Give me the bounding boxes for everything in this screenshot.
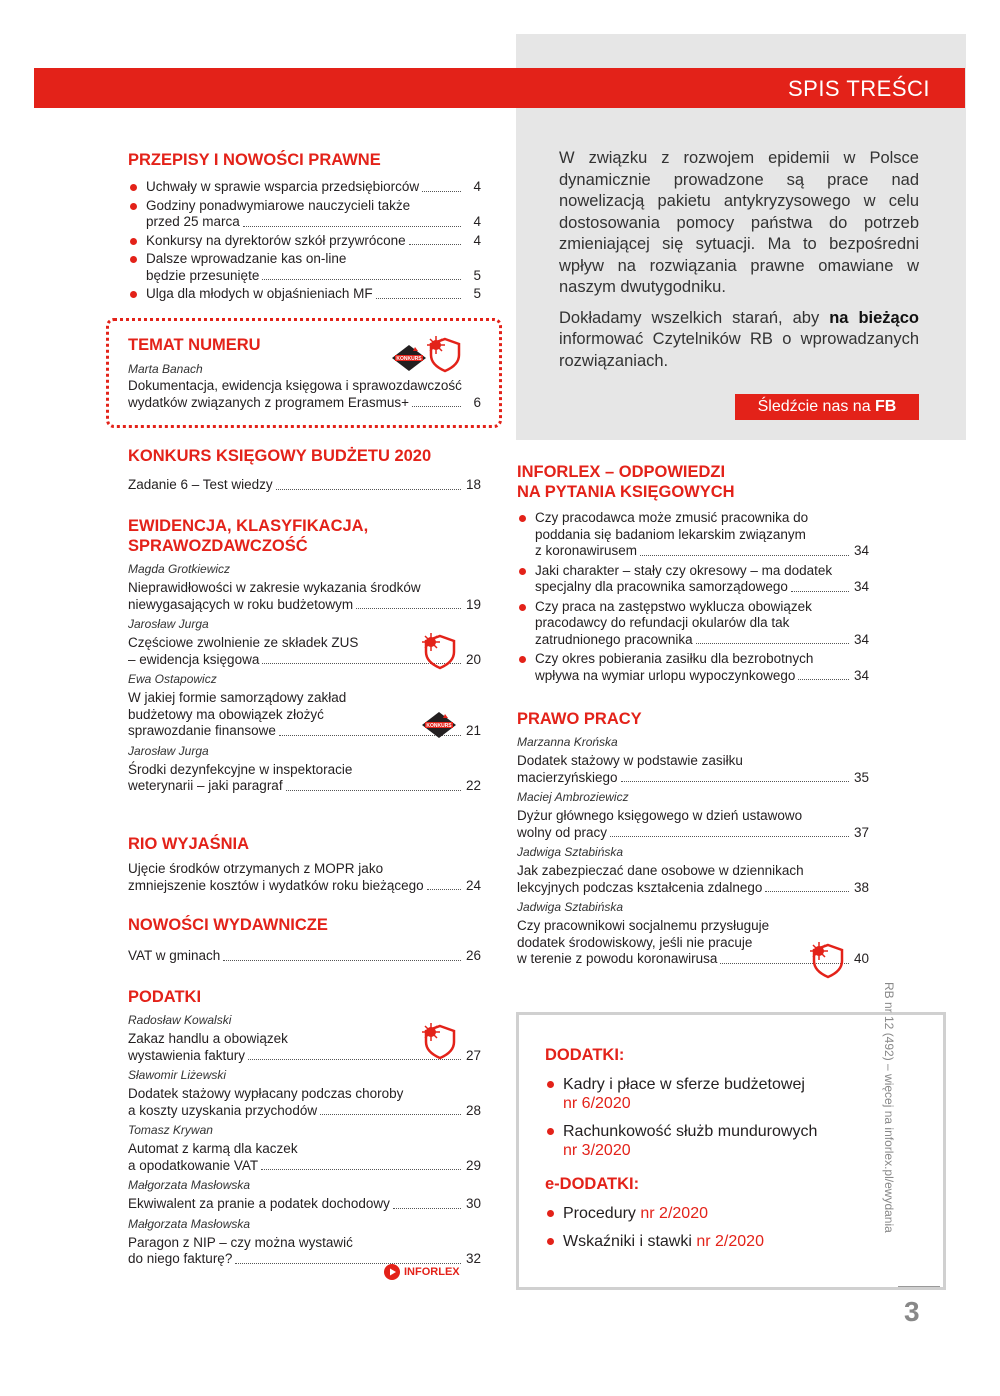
article-author: Jarosław Jurga (128, 743, 209, 758)
intro-paragraph-2: Dokładamy wszelkich starań, aby na bieżąco informować Czytelników RB o wprowadzanych rozwiązaniach. (559, 308, 919, 370)
toc-entry[interactable]: Jaki charakter – stały czy okresowy – ma dodatek specjalny dla pracownika samorządowego 34 (517, 563, 869, 596)
toc-entry[interactable]: Ujęcie środków otrzymanych z MOPR jako zmniejszenie kosztów i wydatków roku bieżącego 24 (128, 861, 481, 893)
virus-shield-icon (420, 1020, 460, 1060)
section-title: RIO WYJAŚNIA (128, 835, 250, 853)
section-title-line-1: INFORLEX – ODPOWIEDZI (517, 463, 726, 481)
toc-entry[interactable]: Ulga dla młodych w objaśnieniach MF 5 (128, 286, 481, 303)
toc-entry[interactable]: Czy praca na zastępstwo wyklucza obowiązek pracodawcy do refundacji okularów dla tak zatrudnionego pracownika 34 (517, 599, 869, 649)
article-author: Jadwiga Sztabińska (517, 845, 624, 859)
section-title: TEMAT NUMERU (128, 336, 261, 354)
article-author: Tomasz Krywan (128, 1123, 213, 1137)
virus-shield-icon (425, 333, 465, 373)
toc-entry[interactable]: Nieprawidłowości w zakresie wykazania środków niewygasających w roku budżetowym 19 (128, 580, 481, 612)
article-author: Małgorzata Masłowska (128, 1216, 251, 1231)
dodatki-list (545, 1075, 925, 1160)
article-author: Marta Banach (128, 362, 203, 376)
supplement-item[interactable]: Rachunkowość służb mundurowych nr 3/2020 (545, 1122, 925, 1160)
section-title: KONKURS KSIĘGOWY BUDŻETU 2020 (128, 447, 432, 465)
dodatki-title: DODATKI: (545, 1046, 625, 1064)
article-author: Radosław Kowalski (128, 1013, 232, 1027)
toc-entry[interactable]: Zadanie 6 – Test wiedzy 18 (128, 477, 481, 492)
svg-text:KONKURS: KONKURS (396, 356, 422, 362)
toc-entry[interactable]: Automat z karmą dla kaczek a opodatkowanie VAT 29 (128, 1141, 481, 1173)
virus-shield-icon (420, 630, 460, 670)
e-supplement-item[interactable]: Wskaźniki i stawki nr 2/2020 (545, 1232, 925, 1251)
intro-text (559, 148, 919, 381)
toc-entry[interactable]: Dodatek stażowy wypłacany podczas choroby a koszty uzyskania przychodów 28 (128, 1086, 481, 1118)
section-inforlex (517, 462, 869, 687)
article-author: Sławomir Liżewski (128, 1068, 227, 1082)
section-nowosci (128, 915, 481, 965)
toc-entry[interactable]: Dyżur głównego księgowego w dzień ustawowo wolny od pracy 37 (517, 808, 869, 840)
e-supplement-item[interactable]: Procedury nr 2/2020 (545, 1204, 925, 1223)
toc-entry[interactable]: Dokumentacja, ewidencja księgowa i sprawozdawczość wydatków związanych z programem Erasmus+ 6 (128, 378, 481, 410)
toc-entry[interactable]: Uchwały w sprawie wsparcia przedsiębiorców 4 (128, 179, 481, 196)
play-icon (384, 1264, 400, 1280)
e-dodatki-title: e-DODATKI: (545, 1175, 640, 1193)
supplement-item[interactable]: Kadry i płace w sferze budżetowej nr 6/2020 (545, 1075, 925, 1113)
svg-text:KONKURS: KONKURS (426, 723, 452, 729)
toc-entry[interactable]: Ekwiwalent za pranie a podatek dochodowy 30 (128, 1196, 481, 1211)
przepisy-list (128, 179, 481, 303)
toc-entry[interactable]: Czy pracownikowi socjalnemu przysługuje dodatek środowiskowy, jeśli nie pracuje w terenie z powodu koronawirusa 40 (517, 918, 869, 966)
section-title: PRZEPISY I NOWOŚCI PRAWNE (128, 151, 381, 169)
article-author: Maciej Ambroziewicz (517, 790, 629, 804)
article-author: Małgorzata Masłowska (128, 1178, 251, 1192)
e-dodatki-list (545, 1204, 925, 1251)
article-author: Ewa Ostapowicz (128, 672, 217, 686)
konkurs-badge-icon (392, 345, 426, 371)
page-number-rule (898, 1286, 940, 1287)
article-author: Marzanna Krońska (517, 735, 618, 749)
inforlex-list (517, 510, 869, 684)
konkurs-badge-icon (422, 712, 456, 738)
toc-entry[interactable]: Czy pracodawca może zmusić pracownika do poddania się badaniom lekarskim związanym z koronawirusem 34 (517, 510, 869, 560)
toc-entry[interactable]: VAT w gminach 26 (128, 948, 481, 963)
article-author: Jadwiga Sztabińska (517, 900, 624, 914)
issue-sidebar-text: RB nr 12 (492) – więcej na inforlex.pl/ewydania (882, 982, 896, 1233)
toc-entry[interactable]: Paragon z NIP – czy można wystawić do niego fakturę? 32 (128, 1234, 481, 1266)
inforlex-logo: INFORLEX (384, 1264, 460, 1280)
intro-paragraph-1: W związku z rozwojem epidemii w Polsce dynamicznie prowadzone są prace nad nowelizacją pakietu antykryzysowego w celu dostosowania pomocy państwa do potrzeb zmieniającej się sytuacji. Ma to bezpośredni wpływ na rozwiązania prawne omawiane w naszym dwutygodniku. (559, 149, 919, 296)
virus-shield-icon (808, 939, 848, 979)
facebook-follow-button[interactable]: Śledźcie nas na FB (735, 394, 919, 420)
section-konkurs (128, 446, 481, 494)
toc-entry[interactable]: Dodatek stażowy w podstawie zasiłku macierzyńskiego 35 (517, 753, 869, 785)
page-title: SPIS TREŚCI (787, 76, 930, 101)
article-author: Jarosław Jurga (128, 617, 209, 631)
section-title-line-1: EWIDENCJA, KLASYFIKACJA, (128, 517, 369, 535)
toc-entry[interactable]: W jakiej formie samorządowy zakład budżetowy ma obowiązek złożyć sprawozdanie finansowe 21 (128, 690, 481, 738)
ewidencja-list (128, 562, 481, 795)
article-author: Magda Grotkiewicz (128, 562, 231, 576)
toc-entry[interactable]: Zakaz handlu a obowiązek wystawienia faktury 27 (128, 1031, 481, 1063)
section-title-line-2: NA PYTANIA KSIĘGOWYCH (517, 483, 735, 501)
toc-entry[interactable]: Częściowe zwolnienie ze składek ZUS – ewidencja księgowa 20 (128, 635, 481, 667)
section-title: NOWOŚCI WYDAWNICZE (128, 916, 328, 934)
section-title-line-2: SPRAWOZDAWCZOŚĆ (128, 537, 308, 555)
toc-entry[interactable]: Środki dezynfekcyjne w inspektoracie weterynarii – jaki paragraf 22 (128, 761, 481, 793)
toc-entry[interactable]: Konkursy na dyrektorów szkół przywrócone 4 (128, 233, 481, 250)
prawo-list (517, 735, 869, 968)
toc-entry[interactable]: Jak zabezpieczać dane osobowe w dziennikach lekcyjnych podczas kształcenia zdalnego 38 (517, 863, 869, 895)
section-prawo-pracy (517, 709, 869, 971)
page-number: 3 (904, 1296, 920, 1327)
section-rio (128, 834, 481, 894)
toc-entry[interactable]: Godziny ponadwymiarowe nauczycieli także przed 25 marca 4 (128, 198, 481, 231)
toc-entry[interactable]: Dalsze wprowadzanie kas on-line będzie przesunięte 5 (128, 251, 481, 284)
section-title: PRAWO PRACY (517, 710, 642, 728)
section-przepisy (128, 150, 481, 305)
toc-entry[interactable]: Czy okres pobierania zasiłku dla bezrobotnych wpływa na wymiar urlopu wypoczynkowego 34 (517, 651, 869, 684)
section-title: PODATKI (128, 988, 202, 1006)
